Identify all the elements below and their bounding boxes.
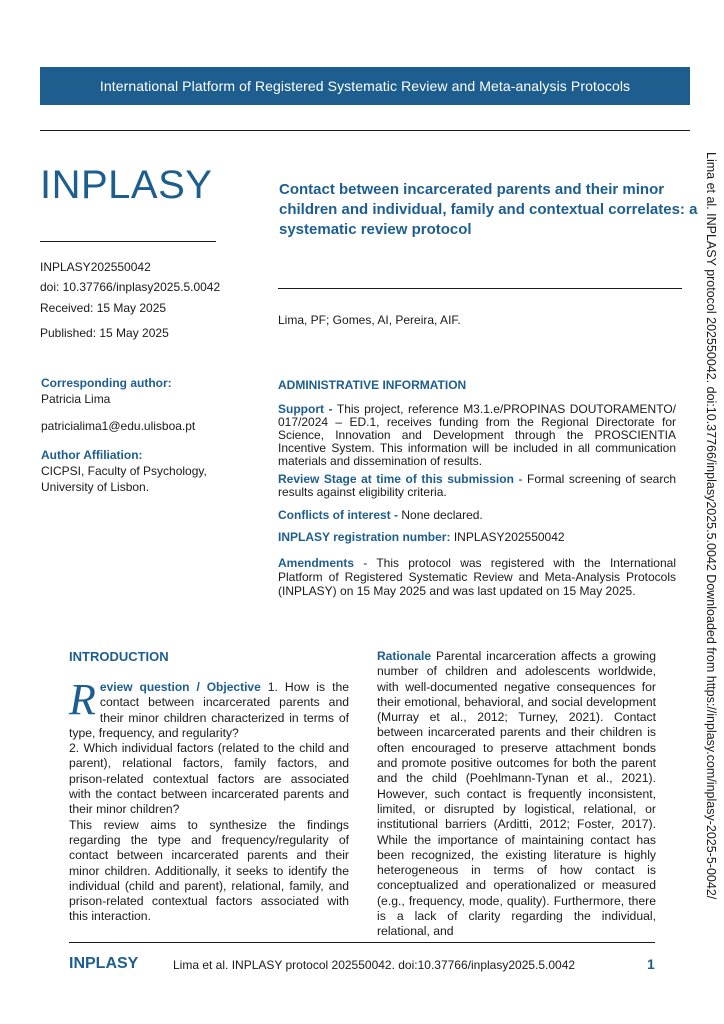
- review-aims-text: This review aims to synthesize the findings regarding the type and frequency/regularity of contact between incarcerated parents and their minor children. Additionally, it seeks to identify the individual (child and parent), relational, family, and prison-related contextual factors associated with this interaction.: [69, 817, 349, 924]
- conflicts-paragraph: [278, 509, 676, 522]
- title-divider: [278, 288, 682, 289]
- affiliation-label: Author Affiliation:: [41, 448, 143, 462]
- article-title: Contact between incarcerated parents and their minor children and individual, family and contextual correlates: a systematic review protocol: [279, 181, 698, 238]
- received-date: Received: 15 May 2025: [40, 301, 167, 315]
- introduction-heading: INTRODUCTION: [69, 649, 169, 664]
- header-banner: [40, 67, 690, 105]
- header-divider: [40, 130, 690, 131]
- rationale-label: Rationale: [377, 649, 432, 663]
- review-question-label: eview question / Objective: [99, 680, 261, 694]
- review-question-text-1: 1. How is the contact between incarcerated parents and their minor children characterized in terms of type, frequency, and regularity?: [69, 680, 350, 740]
- article-authors: Lima, PF; Gomes, AI, Pereira, AIF.: [278, 313, 461, 327]
- support-label: Support -: [278, 402, 333, 416]
- admin-heading: ADMINISTRATIVE INFORMATION: [278, 378, 467, 392]
- review-stage-paragraph: [278, 473, 676, 499]
- conflicts-label: Conflicts of interest -: [278, 508, 399, 522]
- corresponding-author: [41, 375, 172, 407]
- registration-label: INPLASY registration number:: [278, 530, 451, 544]
- support-text: This project, reference M3.1.e/PROPINAS DOUTORAMENTO/ 017/2024 – ED.1, receives funding from the Regional Directorate for Science, Innovation and Development through the PROSCIENTIA Incentive System. This information will be included in all communication materials and dissemination of results.: [278, 402, 676, 468]
- side-citation: Lima et al. INPLASY protocol 202550042. doi:10.37766/inplasy2025.5.0042 Downloaded from https://inplasy.com/inplasy-2025-5-0042/: [704, 152, 718, 900]
- corresponding-name: Patricia Lima: [41, 392, 111, 406]
- amendments-text: - This protocol was registered with the International Platform of Registered Systematic Review and Meta-Analysis Protocols (INPLASY) on 15 May 2025 and was last updated on 15 May 2025.: [278, 556, 676, 598]
- review-stage-label: Review Stage at time of this submission: [278, 472, 514, 486]
- amendments-label: Amendments: [278, 556, 355, 570]
- corresponding-label: Corresponding author:: [41, 376, 172, 390]
- amendments-paragraph: [278, 556, 676, 598]
- author-affiliation: [41, 447, 221, 495]
- page-number: 1: [647, 956, 655, 972]
- published-date: Published: 15 May 2025: [40, 326, 169, 340]
- affiliation-text: CICPSI, Faculty of Psychology, University of Lisbon.: [41, 464, 207, 494]
- support-paragraph: [278, 403, 676, 468]
- banner-text: International Platform of Registered Systematic Review and Meta-analysis Protocols: [99, 78, 631, 94]
- review-stage-text: - Formal screening of search results against eligibility criteria.: [278, 472, 676, 499]
- introduction-body: [69, 675, 350, 925]
- dropcap-letter: R: [69, 675, 96, 724]
- footer-citation: Lima et al. INPLASY protocol 202550042. doi:10.37766/inplasy2025.5.0042: [173, 958, 576, 972]
- corresponding-email[interactable]: patricialima1@edu.ulisboa.pt: [41, 419, 196, 433]
- footer-divider: [69, 942, 655, 943]
- registration-text: INPLASY202550042: [453, 530, 565, 544]
- doi-link[interactable]: doi: 10.37766/inplasy2025.5.0042: [40, 280, 221, 294]
- logo-divider: [40, 241, 216, 242]
- review-question-text-2: 2. Which individual factors (related to the child and parent), relational factors, family factors, and prison-related contextual factors are associated with the contact between incarcerated parents and their minor children?: [69, 741, 349, 817]
- conflicts-text: None declared.: [401, 508, 483, 522]
- rationale-text: Parental incarceration affects a growing number of children and adolescents worldwide, with well-documented negative consequences for their emotional, behavioral, and social development (Murray et al., 2012; Turney, 2021). Contact between incarcerated parents and their children is often encouraged to preserve attachment bonds and promote positive outcomes for both the parent and the child (Poehlmann-Tynan et al., 2021). However, such contact is frequently inconsistent, limited, or disrupted by logistical, relational, or institutional barriers (Arditti, 2012; Foster, 2017). While the importance of maintaining contact has been recognized, the existing literature is highly heterogeneous in terms of how contact is conceptualized and operationalized or measured (e.g., frequency, mode, quality). Furthermore, there is a lack of clarity regarding the individual, relational, and: [377, 649, 656, 939]
- footer-logo: INPLASY: [69, 955, 139, 972]
- registration-paragraph: [278, 531, 676, 544]
- inplasy-logo: INPLASY: [40, 163, 213, 207]
- registration-id: INPLASY202550042: [40, 260, 151, 274]
- rationale-body: [377, 649, 656, 940]
